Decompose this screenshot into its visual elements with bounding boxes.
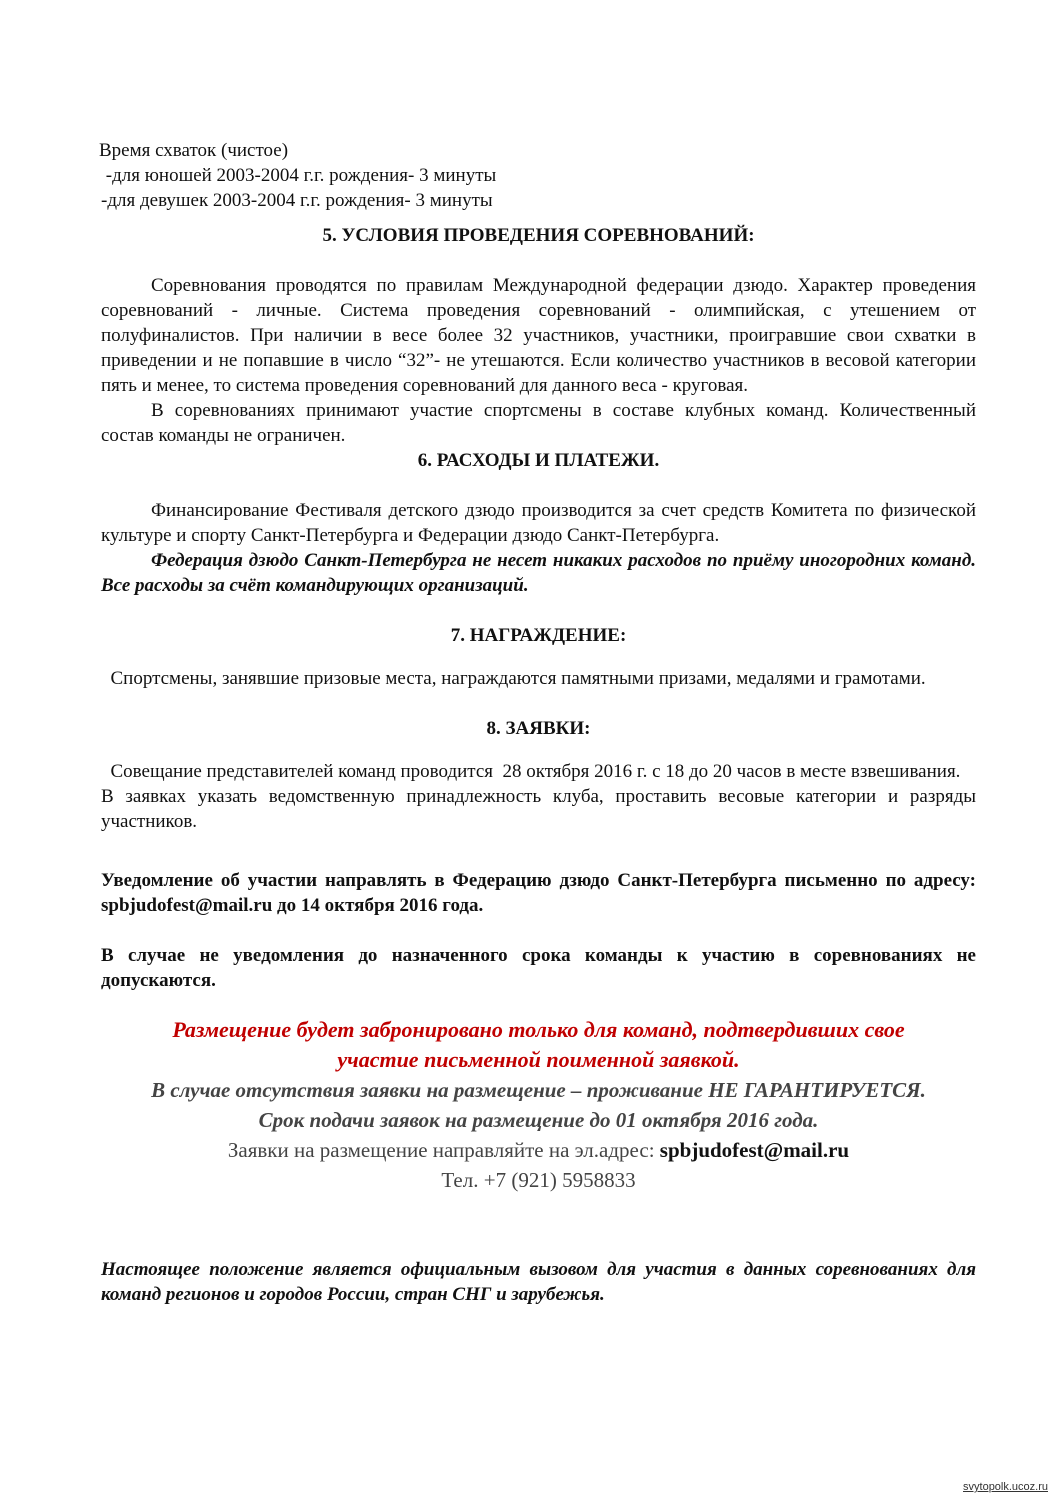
accommodation-red-line-2: участие письменной поименной заявкой. [337, 1047, 740, 1072]
duration-title: Время схваток (чистое) [99, 140, 289, 161]
accommodation-deadline-line: Срок подачи заявок на размещение до 01 октября 2016 года. [258, 1108, 819, 1132]
section-5-heading: 5. УСЛОВИЯ ПРОВЕДЕНИЯ СОРЕВНОВАНИЙ: [322, 225, 755, 246]
accommodation-guarantee-line: В случае отсутствия заявки на размещение – проживание НЕ ГАРАНТИРУЕТСЯ. [151, 1078, 926, 1102]
accommodation-red-line-1: Размещение будет забронировано только для команд, подтвердивших свое [172, 1017, 905, 1042]
admission-notice: В случае не уведомления до назначенного срока команды к участию в соревнованиях не допускаются. [101, 945, 976, 991]
notification-notice: Уведомление об участии направлять в Федерацию дзюдо Санкт-Петербурга письменно по адресу: spbjudofest@mail.ru до 14 октября 2016 года. [101, 870, 976, 916]
section-8-heading: 8. ЗАЯВКИ: [486, 718, 591, 739]
official-invitation-note: Настоящее положение является официальным вызовом для участия в данных соревнованиях для команд регионов и городов России, стран СНГ и зарубежья. [101, 1259, 976, 1305]
section-8-paragraph-1: Совещание представителей команд проводится 28 октября 2016 г. с 18 до 20 часов в месте взвешивания. [101, 761, 961, 782]
section-6-heading: 6. РАСХОДЫ И ПЛАТЕЖИ. [417, 450, 660, 471]
document-page [101, 138, 976, 1307]
section-5-paragraph-1: Соревнования проводятся по правилам Международной федерации дзюдо. Характер проведения соревнований - личные. Система проведения соревнований - олимпийская, с утешением от полуфиналистов. При наличии в весе более 32 участников, участники, проигравшие свои схватки в приведении и не попавшие в число “32”- не утешаются. Если количество участников в весовой категории пять и менее, то система проведения соревнований для данного веса - круговая. [101, 275, 976, 396]
accommodation-email: spbjudofest@mail.ru [659, 1138, 850, 1162]
section-7-paragraph-1: Спортсмены, занявшие призовые места, награждаются памятными призами, медалями и грамотами. [101, 668, 926, 689]
section-7-heading: 7. НАГРАЖДЕНИЕ: [450, 625, 627, 646]
accommodation-email-prefix: Заявки на размещение направляйте на эл.адрес: [227, 1138, 660, 1162]
duration-girls: -для девушек 2003-2004 г.г. рождения- 3 минуты [101, 190, 493, 211]
accommodation-email-line [101, 1135, 976, 1165]
section-6-paragraph-2: Федерация дзюдо Санкт-Петербурга не несет никаких расходов по приёму иногородних команд. Все расходы за счёт командирующих организаций. [101, 550, 976, 596]
section-8-paragraph-2: В заявках указать ведомственную принадлежность клуба, проставить весовые категории и разряды участников. [101, 786, 976, 832]
section-5-paragraph-2: В соревнованиях принимают участие спортсмены в составе клубных команд. Количественный состав команды не ограничен. [101, 400, 976, 446]
accommodation-phone: Тел. +7 (921) 5958833 [441, 1168, 636, 1192]
section-6-paragraph-1: Финансирование Фестиваля детского дзюдо производится за счет средств Комитета по физической культуре и спорту Санкт-Петербурга и Федерации дзюдо Санкт-Петербурга. [101, 500, 976, 546]
duration-boys: -для юношей 2003-2004 г.г. рождения- 3 минуты [101, 165, 497, 186]
watermark: svytopolk.ucoz.ru [963, 1481, 1048, 1493]
